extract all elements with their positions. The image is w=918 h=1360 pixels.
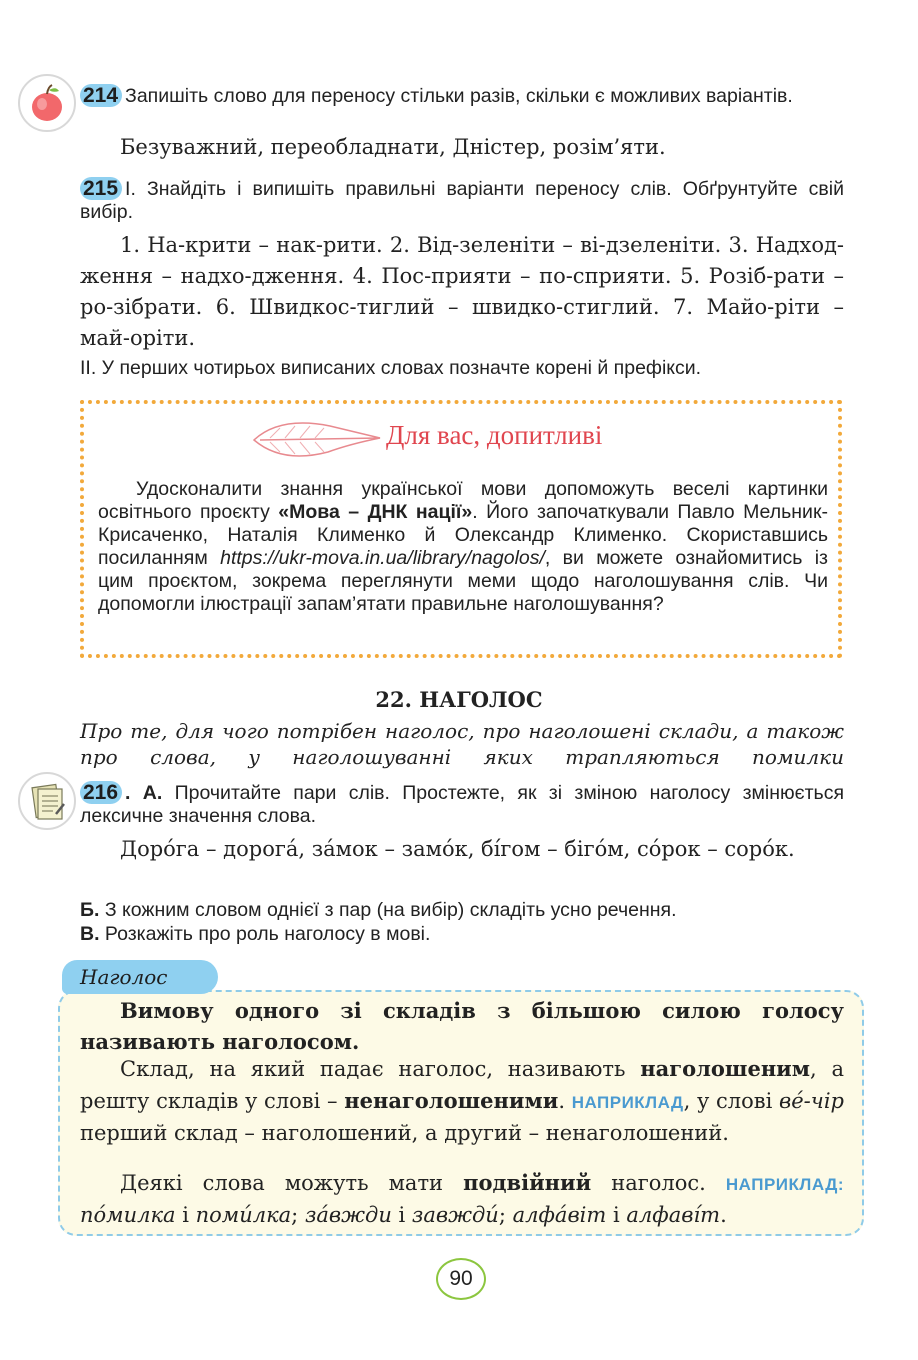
exercise-icon-frame xyxy=(18,74,76,132)
exercise-214-task: 214 Запишіть слово для переносу стільки разів, скільки є можливих варіантів. xyxy=(80,84,844,108)
exercise-number: 215 xyxy=(80,177,122,200)
exercise-216-pairs: Доро́га – дорога́, за́мок – замо́к, бі́гом – біго́м, со́рок – соро́к. xyxy=(120,837,795,861)
project-name: «Мова – ДНК нації» xyxy=(278,501,473,523)
section-subtitle: Про те, для чого потрібен наголос, про наголошені склади, а також про слова, у наголошуванні яких трапляються помилки xyxy=(80,719,844,769)
exercise-216-task-c: В. Розкажіть про роль наголосу в мові. xyxy=(80,923,431,945)
exercise-number: 216 xyxy=(80,781,122,804)
exercise-215-part2: II. У перших чотирьох виписаних словах позначте корені й префікси. xyxy=(80,357,702,379)
section-title: 22. НАГОЛОС xyxy=(375,687,543,712)
exercise-number: 214 xyxy=(80,84,122,107)
rule-tag-label: Наголос xyxy=(80,965,168,989)
exercise-216-task-a: 216 . А. Прочитайте пари слів. Простежте, як зі зміною наголосу змінюється лексичне значення слова. xyxy=(80,781,845,827)
exercise-icon-frame xyxy=(18,772,76,830)
apple-icon xyxy=(20,76,74,130)
rule-paragraph-3: Деякі слова можуть мати подвійний наголос. НАПРИКЛАД: по́милка і поми́лка; за́вжди і завжди́; алфа́віт і алфаві́т. xyxy=(80,1170,844,1227)
exercise-216-task-b: Б. З кожним словом однієї з пар (на вибір) складіть усно речення. xyxy=(80,899,677,921)
project-link[interactable]: https://ukr-mova.in.ua/library/nagolos/ xyxy=(220,547,545,569)
exercise-215-list: 1. На-крити – нак-рити. 2. Від-зеленіти – ві-дзеленіти. 3. Надход-ження – надхо-дження. 4. Пос-прияти – по-сприяти. 5. Розіб-рати – ро-зібрати. 6. Швидкос-тиглий – швидко-стиглий. 7. Майо-ріти – май-оріти. xyxy=(80,233,844,350)
example-label: НАПРИКЛАД xyxy=(571,1093,684,1112)
feather-icon xyxy=(250,414,385,462)
curious-text: Удосконалити знання української мови допоможуть веселі картинки освітнього проєкту «Мова – ДНК нації». Його започаткували Павло Мельник-Крисаченко, Наталія Клименко й Олександр Клименко. Скориставшись посиланням https://ukr-mova.in.ua/library/nagolos/, ви можете ознайомитись із цим проєктом, зокрема переглянути меми щодо наголошування слів. Чи допомогли ілюстрації запам’ятати правильне наголошування? xyxy=(98,478,828,615)
notepad-icon xyxy=(20,774,74,828)
example-label: НАПРИКЛАД: xyxy=(725,1175,844,1194)
exercise-214-words: Безуважний, переобладнати, Дністер, розім’яти. xyxy=(120,135,666,159)
curious-title: Для вас, допитливі xyxy=(386,420,603,450)
exercise-215-task: 215 I. Знайдіть і випишіть правильні варіанти переносу слів. Обґрунтуйте свій вибір. xyxy=(80,177,844,223)
rule-definition: Вимову одного зі складів з більшою силою голосу називають наголосом. xyxy=(80,998,844,1054)
rule-paragraph-2: Склад, на який падає наголос, називають наголошеним, а решту складів у слові – ненаголошеними. НАПРИКЛАД, у слові ве́-чір перший склад – наголошений, а другий – ненаголошений. xyxy=(80,1056,844,1145)
page-number: 90 xyxy=(436,1258,486,1300)
